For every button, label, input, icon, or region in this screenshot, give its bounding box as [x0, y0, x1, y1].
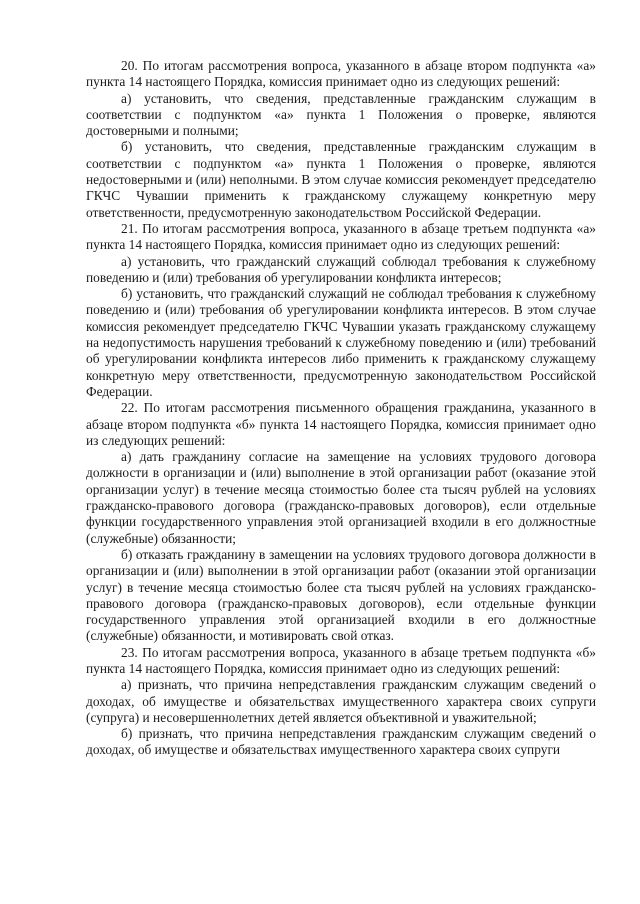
paragraph-22: 22. По итогам рассмотрения письменного обращения гражданина, указанного в абзаце втором подпункта «б» пункта 14 настоящего Порядка, комиссия принимает одно из следующих решений:: [86, 400, 596, 448]
paragraph-22-a: а) дать гражданину согласие на замещение на условиях трудового договора должности в организации и (или) выполнение в этой организации работ (оказание этой организации услуг) в течение месяца стоимостью более ста тысяч рублей на условиях гражданско-правового договора (гражданско-правовых договоров), если отдельные функции государственного управления этой организацией входили в его должностные (служебные) обязанности;: [86, 449, 596, 546]
paragraph-20: 20. По итогам рассмотрения вопроса, указанного в абзаце втором подпункта «а» пункта 14 настоящего Порядка, комиссия принимает одно из следующих решений:: [86, 58, 596, 90]
document-body: [86, 58, 596, 759]
paragraph-20-a: а) установить, что сведения, представленные гражданским служащим в соответствии с подпунктом «а» пункта 1 Положения о проверке, являются достоверными и полными;: [86, 90, 596, 139]
paragraph-23-a: а) признать, что причина непредставления гражданским служащим сведений о доходах, об имуществе и обязательствах имущественного характера своих супруги (супруга) и несовершеннолетних детей является объективной и уважительной;: [86, 677, 596, 725]
paragraph-23: 23. По итогам рассмотрения вопроса, указанного в абзаце третьем подпункта «б» пункта 14 настоящего Порядка, комиссия принимает одно из следующих решений:: [86, 644, 596, 676]
paragraph-20-b: б) установить, что сведения, представленные гражданским служащим в соответствии с подпунктом «а» пункта 1 Положения о проверке, являются недостоверными и (или) неполными. В этом случае комиссия рекомендует председателю ГКЧС Чувашии применить к гражданскому служащему конкретную меру ответственности, предусмотренную законодательством Российской Федерации.: [86, 139, 596, 220]
paragraph-22-b: б) отказать гражданину в замещении на условиях трудового договора должности в организации и (или) выполнении в этой организации работ (оказании этой организации услуг) в течение месяца стоимостью более ста тысяч рублей на условиях гражданско-правового договора (гражданско-правовых договоров), если отдельные функции государственного управления этой организацией входили в его должностные (служебные) обязанности, и мотивировать свой отказ.: [86, 546, 596, 644]
paragraph-21-b: б) установить, что гражданский служащий не соблюдал требования к служебному поведению и (или) требования об урегулировании конфликта интересов. В этом случае комиссия рекомендует председателю ГКЧС Чувашии указать гражданскому служащему на недопустимость нарушения требований к служебному поведению и (или) требований об урегулировании конфликта интересов либо применить к гражданскому служащему конкретную меру ответственности, предусмотренную законодательством Российской Федерации.: [86, 286, 596, 399]
paragraph-21: 21. По итогам рассмотрения вопроса, указанного в абзаце третьем подпункта «а» пункта 14 настоящего Порядка, комиссия принимает одно из следующих решений:: [86, 220, 596, 253]
paragraph-21-a: а) установить, что гражданский служащий соблюдал требования к служебному поведению и (или) требования об урегулировании конфликта интересов;: [86, 253, 596, 285]
paragraph-23-b: б) признать, что причина непредставления гражданским служащим сведений о доходах, об имуществе и обязательствах имущественного характера своих супруги: [86, 726, 596, 758]
